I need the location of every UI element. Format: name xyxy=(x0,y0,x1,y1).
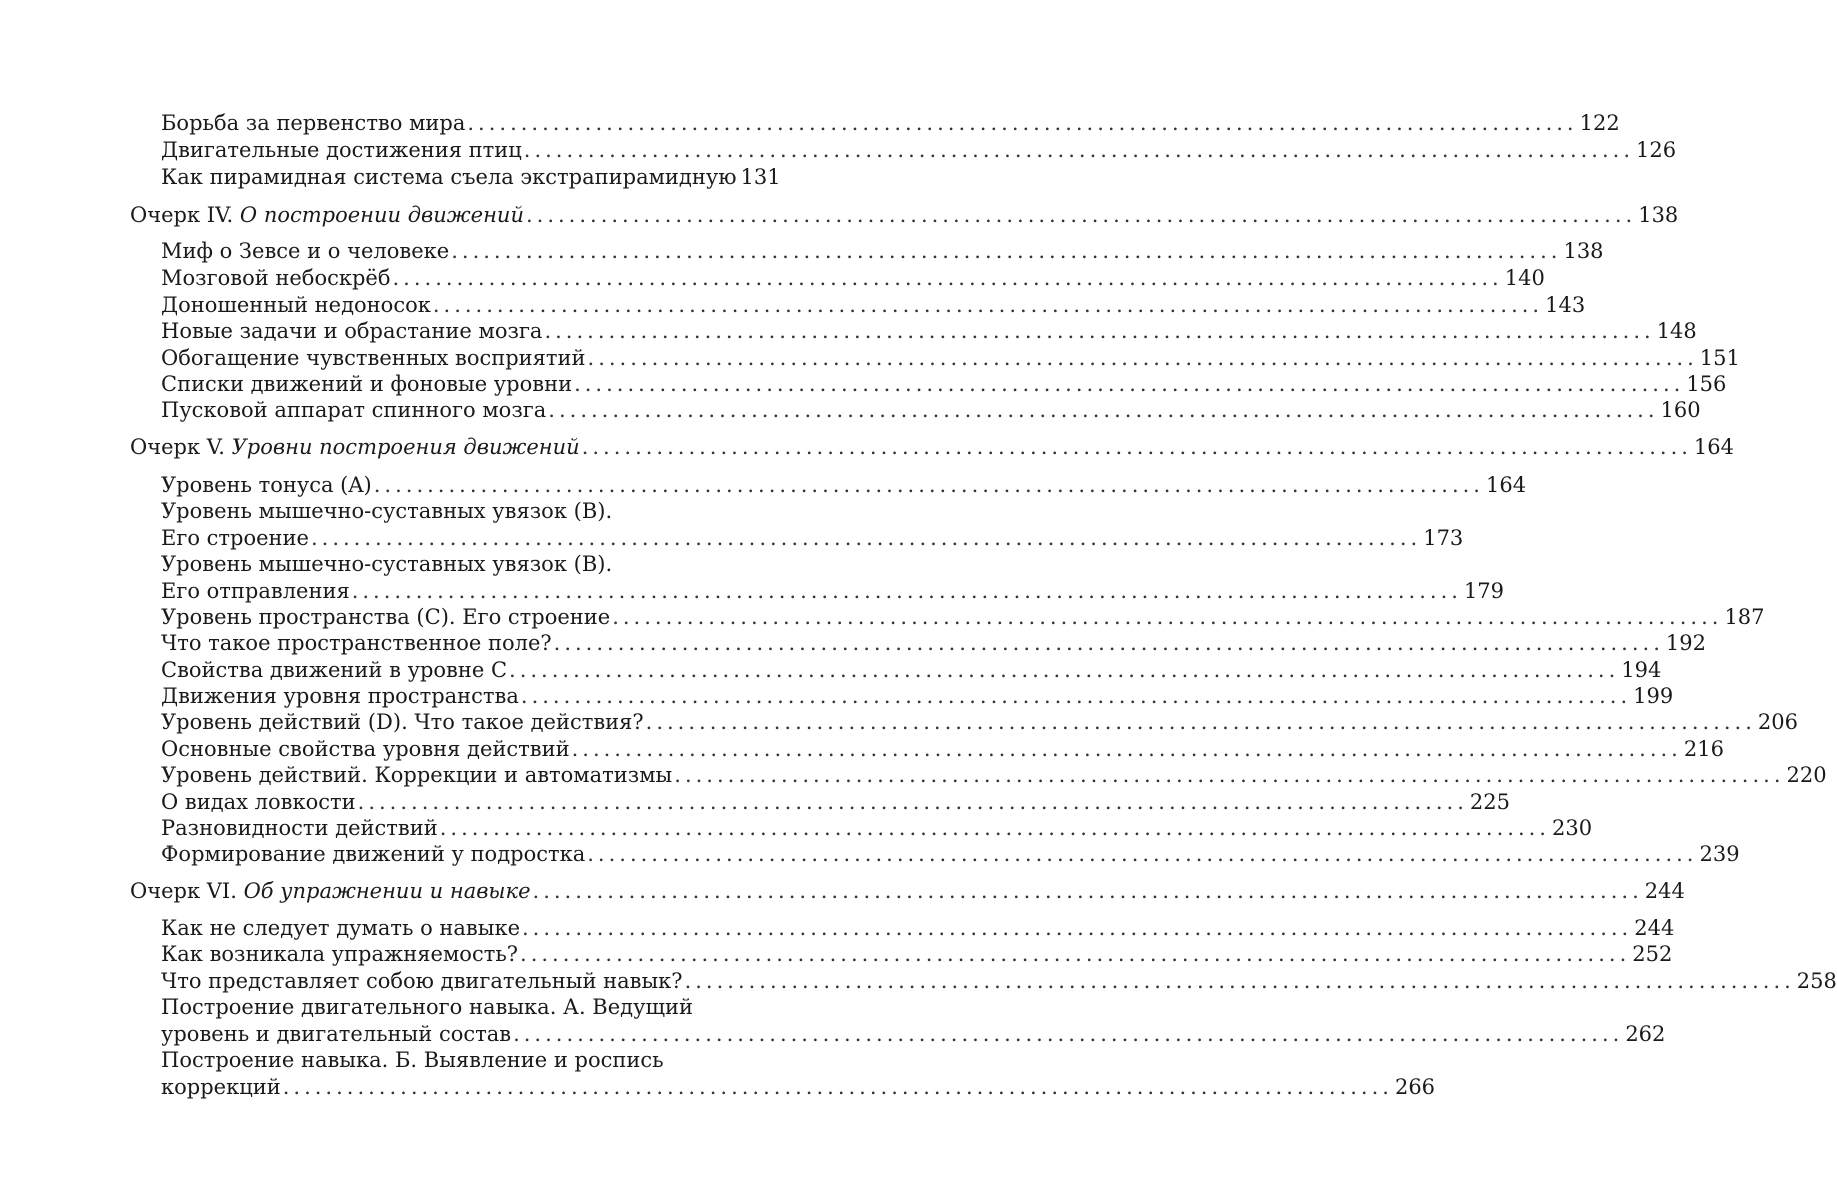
toc-entry-page: 138 xyxy=(1563,239,1604,263)
toc-entry-title-line1: Уровень мышечно-суставных увязок (B). xyxy=(161,552,613,576)
toc-entry-title: Его отправления xyxy=(161,579,350,603)
dot-leader: ........................................................................................................ xyxy=(571,737,1682,761)
toc-entry-title: Новые задачи и обрастание мозга xyxy=(161,319,543,343)
toc-entry-page: 143 xyxy=(1545,293,1586,317)
toc-entry-page: 160 xyxy=(1660,398,1701,422)
dot-leader: ........................................................................................................ xyxy=(587,842,1698,866)
dot-leader: ........................................................................................................ xyxy=(674,763,1785,787)
toc-entry-title: Движения уровня пространства xyxy=(161,684,519,708)
toc-entry-page: 266 xyxy=(1394,1075,1436,1099)
dot-leader: ........................................................................................................ xyxy=(684,969,1795,993)
toc-entry-title: Уровень пространства (C). Его строение xyxy=(161,605,611,629)
dot-leader: ........................................................................................................ xyxy=(373,473,1484,497)
toc-entry-title: Как пирамидная система съела экстрапирамидную xyxy=(161,165,737,189)
toc-entry-title: Что представляет собою двигательный навык? xyxy=(161,969,683,993)
dot-leader: ........................................................................................................ xyxy=(581,435,1692,459)
toc-chapter[interactable] xyxy=(130,878,1685,904)
dot-leader: ........................................................................................................ xyxy=(523,138,1635,162)
toc-entry-page: 225 xyxy=(1469,790,1510,814)
toc-entry-page: 262 xyxy=(1625,1022,1666,1046)
dot-leader: ........................................................................................................ xyxy=(357,790,1468,814)
chapter-name: Уровни построения движений xyxy=(231,435,580,459)
toc-chapter[interactable] xyxy=(130,202,1679,228)
toc-entry-page: 148 xyxy=(1656,319,1697,343)
dot-leader: ........................................................................................................ xyxy=(282,1075,1393,1099)
dot-leader: ........................................................................................................ xyxy=(392,266,1503,290)
toc-entry-page: 187 xyxy=(1724,605,1765,629)
toc-entry-title: Пусковой аппарат спинного мозга xyxy=(161,398,547,422)
toc-entry-title: Как возникала упражняемость? xyxy=(161,942,519,966)
toc-entry-title-line1: Построение двигательного навыка. А. Ведущий xyxy=(161,995,693,1019)
toc-entry[interactable] xyxy=(161,1074,1436,1100)
dot-leader: ........................................................................................................ xyxy=(574,372,1685,396)
toc-entry-page: 164 xyxy=(1693,435,1735,459)
dot-leader: ........................................................................................................ xyxy=(612,605,1723,629)
toc-entry[interactable] xyxy=(161,841,1740,867)
dot-leader: ........................................................................................................ xyxy=(432,293,1544,317)
chapter-prefix: Очерк IV. xyxy=(130,203,240,227)
toc-chapter-title xyxy=(130,878,531,904)
toc-entry-title: Разновидности действий xyxy=(161,816,438,840)
toc-entry-page: 199 xyxy=(1633,684,1674,708)
dot-leader: ........................................................................................................ xyxy=(451,239,1562,263)
toc-entry[interactable] xyxy=(161,164,781,190)
toc-entry[interactable] xyxy=(161,604,1765,630)
toc-entry-page: 122 xyxy=(1579,111,1620,135)
dot-leader: ........................................................................................................ xyxy=(522,916,1633,940)
toc-entry-page: 138 xyxy=(1638,203,1679,227)
toc-entry-title: Доношенный недоносок xyxy=(161,293,431,317)
toc-entry[interactable] xyxy=(161,345,1740,371)
toc-entry[interactable] xyxy=(161,762,1827,788)
toc-entry[interactable] xyxy=(161,110,1620,136)
toc-entry[interactable] xyxy=(161,1021,1666,1047)
toc-entry[interactable] xyxy=(161,815,1593,841)
dot-leader: ........................................................................................................ xyxy=(645,710,1756,734)
toc-entry-page: 131 xyxy=(740,165,781,189)
toc-entry-title: Миф о Зевсе и о человеке xyxy=(161,239,450,263)
chapter-prefix: Очерк V. xyxy=(130,435,232,459)
toc-entry-title: Уровень действий (D). Что такое действия? xyxy=(161,710,644,734)
toc-entry-title: Списки движений и фоновые уровни xyxy=(161,372,573,396)
toc-entry-page: 192 xyxy=(1665,631,1706,655)
dot-leader: ........................................................................................................ xyxy=(467,111,1578,135)
toc-entry-title: Формирование движений у подростка xyxy=(161,842,586,866)
toc-entry-page: 126 xyxy=(1636,138,1677,162)
dot-leader: ........................................................................................................ xyxy=(544,319,1655,343)
chapter-prefix: Очерк VI. xyxy=(130,879,244,903)
toc-entry-page: 194 xyxy=(1621,658,1662,682)
dot-leader: ........................................................................................................ xyxy=(553,631,1664,655)
toc-entry-page: 206 xyxy=(1757,710,1798,734)
dot-leader: ........................................................................................................ xyxy=(351,579,1462,603)
toc-chapter-title xyxy=(130,434,580,460)
toc-entry[interactable] xyxy=(161,472,1527,498)
toc-entry-page: 179 xyxy=(1463,579,1505,603)
toc-entry-page: 244 xyxy=(1644,879,1685,903)
toc-entry-page: 258 xyxy=(1796,969,1837,993)
chapter-name: О построении движений xyxy=(239,203,524,227)
toc-chapter[interactable] xyxy=(130,434,1735,460)
dot-leader: ........................................................................................................ xyxy=(310,526,1422,550)
toc-entry[interactable] xyxy=(161,941,1673,967)
toc-entry-title: Уровень тонуса (A) xyxy=(161,473,372,497)
toc-entry-page: 140 xyxy=(1504,266,1545,290)
toc-entry[interactable] xyxy=(161,265,1545,291)
toc-entry-title: Основные свойства уровня действий xyxy=(161,737,570,761)
toc-entry-title: Его строение xyxy=(161,526,309,550)
toc-entry[interactable] xyxy=(161,683,1674,709)
dot-leader: ........................................................................................................ xyxy=(525,203,1637,227)
toc-entry-title: Обогащение чувственных восприятий xyxy=(161,346,586,370)
toc-entry[interactable] xyxy=(161,578,1505,604)
toc-entry[interactable] xyxy=(161,709,1798,735)
toc-entry-page: 173 xyxy=(1423,526,1464,550)
toc-entry-title-line1: Построение навыка. Б. Выявление и роспись xyxy=(161,1048,664,1072)
dot-leader: ........................................................................................................ xyxy=(587,346,1698,370)
toc-entry[interactable] xyxy=(161,736,1724,762)
toc-entry-page: 151 xyxy=(1699,346,1740,370)
toc-entry-title: Мозговой небоскрёб xyxy=(161,266,391,290)
toc-entry[interactable] xyxy=(161,318,1697,344)
toc-entry-title: Борьба за первенство мира xyxy=(161,111,466,135)
toc-entry-page: 220 xyxy=(1786,763,1827,787)
toc-entry-title: Двигательные достижения птиц xyxy=(161,138,522,162)
toc-entry[interactable] xyxy=(161,397,1701,423)
dot-leader: ........................................................................................................ xyxy=(513,1022,1624,1046)
toc-entry-title: коррекций xyxy=(161,1075,281,1099)
dot-leader: ........................................................................................................ xyxy=(520,684,1632,708)
toc-entry[interactable] xyxy=(161,968,1837,994)
toc-entry-page: 239 xyxy=(1699,842,1740,866)
toc-entry[interactable] xyxy=(161,292,1586,318)
toc-entry-title: уровень и двигательный состав xyxy=(161,1022,512,1046)
toc-entry-title-line1: Уровень мышечно-суставных увязок (B). xyxy=(161,499,613,523)
toc-entry-page: 164 xyxy=(1485,473,1527,497)
dot-leader: ........................................................................................................ xyxy=(509,658,1620,682)
toc-entry[interactable] xyxy=(161,371,1727,397)
toc-entry-page: 216 xyxy=(1683,737,1724,761)
chapter-name: Об упражнении и навыке xyxy=(243,879,531,903)
dot-leader: ........................................................................................................ xyxy=(548,398,1659,422)
toc-entry[interactable] xyxy=(161,915,1675,941)
toc-entry[interactable] xyxy=(161,525,1464,551)
toc-entry-title: О видах ловкости xyxy=(161,790,356,814)
toc-entry-page: 156 xyxy=(1686,372,1727,396)
toc-entry-title: Свойства движений в уровне C xyxy=(161,658,508,682)
toc-entry[interactable] xyxy=(161,789,1510,815)
toc-entry[interactable] xyxy=(161,238,1604,264)
toc-entry[interactable] xyxy=(161,657,1662,683)
toc-entry-title: Как не следует думать о навыке xyxy=(161,916,520,940)
toc-entry[interactable] xyxy=(161,630,1706,656)
toc-entry-title: Уровень действий. Коррекции и автоматизмы xyxy=(161,763,673,787)
toc-entry-title: Что такое пространственное поле? xyxy=(161,631,552,655)
toc-entry-page: 252 xyxy=(1632,942,1673,966)
dot-leader: ........................................................................................................ xyxy=(439,816,1550,840)
toc-chapter-title xyxy=(130,202,524,228)
dot-leader: ........................................................................................................ xyxy=(520,942,1631,966)
toc-entry-page: 244 xyxy=(1634,916,1675,940)
toc-entry[interactable] xyxy=(161,137,1677,163)
toc-entry-page: 230 xyxy=(1551,816,1593,840)
dot-leader: ........................................................................................................ xyxy=(532,879,1643,903)
